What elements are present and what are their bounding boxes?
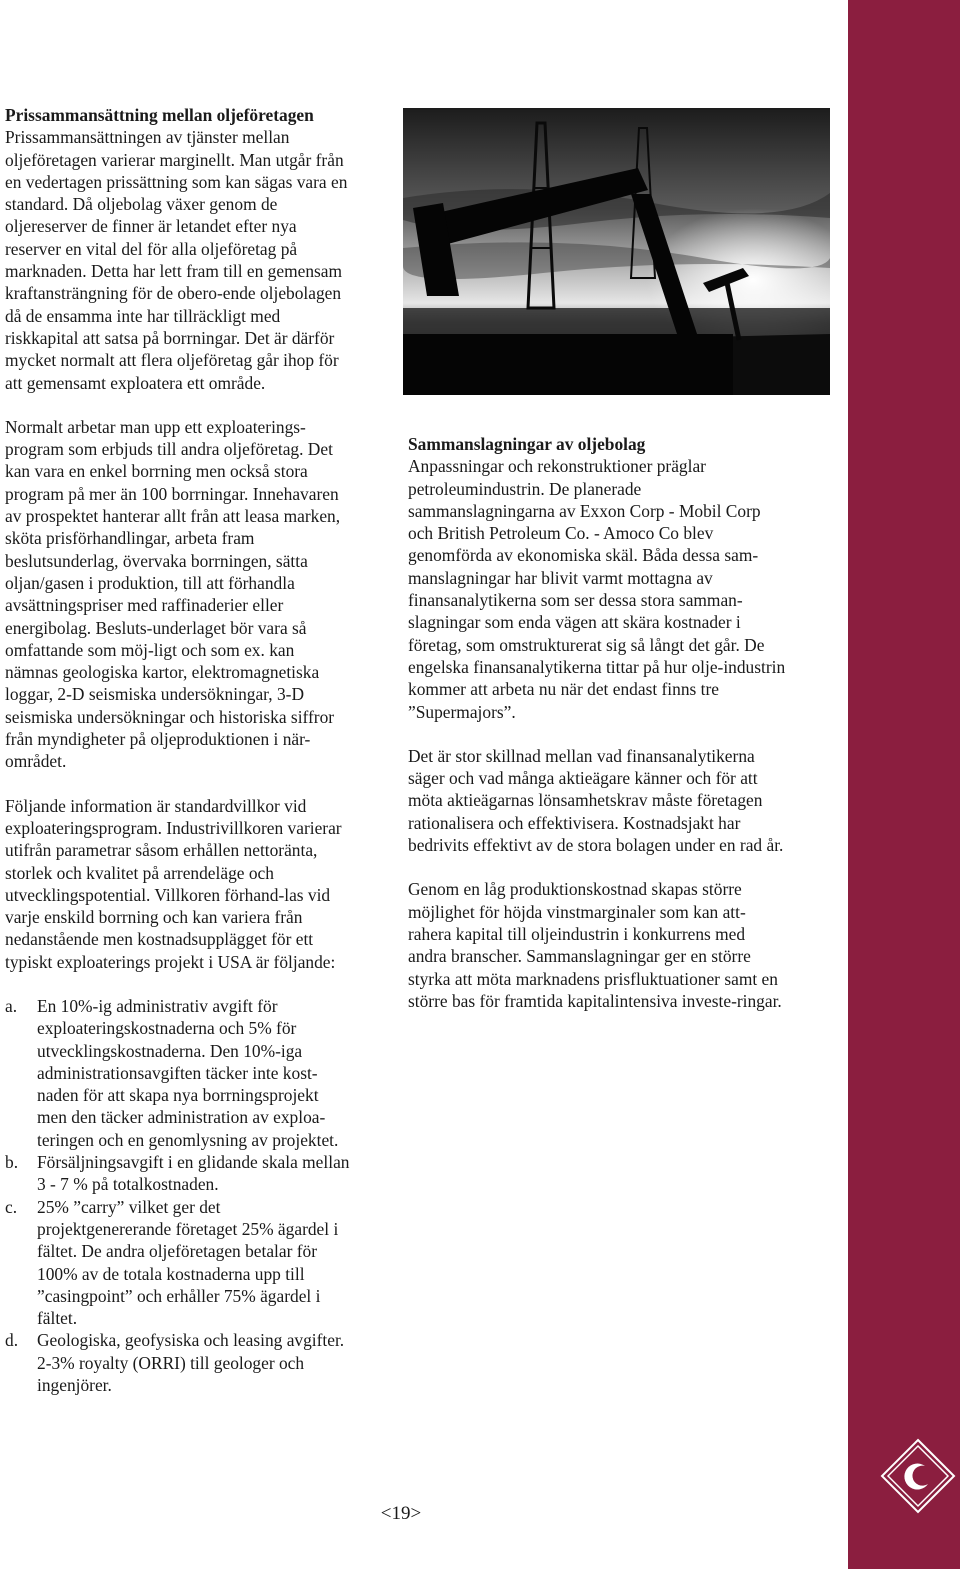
list-item	[5, 1329, 350, 1396]
list-item-text: En 10%-ig administrativ avgift för exploateringskostnaderna och 5% för utvecklingskostnaderna. Den 10%-iga administrationsavgiften täcker inte kost-naden för att skapa nya borrningsprojekt men den täcker administration av exploa-teringen och en genomlysning av projektet.	[37, 995, 339, 1150]
list-item-text: Geologiska, geofysiska och leasing avgifter. 2-3% royalty (ORRI) till geologer och ingenjörer.	[37, 1330, 345, 1396]
left-column	[5, 104, 350, 1396]
list-marker: c.	[5, 1196, 18, 1217]
list-item	[5, 995, 350, 1151]
body-paragraph: Anpassningar och rekonstruktioner präglar petroleumindustrin. De planerade sammanslagningarna av Exxon Corp - Mobil Corp och British Petroleum Co. - Amoco Co blev genomförda av ekonomiska skäl. Båda dessa sam-manslagningar har blivit varmt mottagna av finansanalytikerna som ser dessa stora samman-slagningar som enda vägen att skära kostnader i företag, som omstrukturerat sig så långt det går. De engelska finansanalytikerna tittar på hur olje-industrin kommer att arbeta nu när det endast finns tre ”Supermajors”.	[408, 456, 786, 722]
body-paragraph: Det är stor skillnad mellan vad finansanalytikerna säger och vad många aktieägare känner och för att möta aktieägarnas lönsamhetskrav måste företagen rationalisera och effektivisera. Kostnadsjakt har bedrivits effektivt av de stora bolagen under en rad år.	[408, 745, 784, 856]
page-number: <19>	[380, 1503, 422, 1524]
section-heading: Sammanslagningar av oljebolag	[408, 434, 646, 454]
oil-pump-sunset-photo	[403, 108, 830, 395]
list-marker: a.	[5, 995, 18, 1016]
terms-list	[5, 995, 350, 1396]
section-mergers	[408, 433, 788, 723]
list-item	[5, 1151, 350, 1196]
list-item-text: 25% ”carry” vilket ger det projektgenererande företaget 25% ägardel i fältet. De andra oljeföretagen betalar för 100% av de totala kostnaderna upp till ”casingpoint” och erhåller 75% ägardel i fältet.	[37, 1196, 339, 1329]
list-marker: d.	[5, 1330, 19, 1351]
diamond-crescent-logo	[878, 1436, 958, 1516]
page-sidebar-band	[848, 0, 960, 1569]
right-column	[408, 433, 788, 1034]
body-paragraph: Normalt arbetar man upp ett exploaterings-program som erbjuds till andra oljeföretag. Det kan vara en enkel borrning men också stora program på mer än 100 borrningar. Innehavaren av prospektet hanterar allt från att leasa marken, sköta prisförhandlingar, arbeta fram beslutsunderlag, övervaka borrningen, sätta oljan/gasen i produktion, till att förhandla avsättningspriser med raffinaderier eller energibolag. Besluts-underlaget bör vara så omfattande som möj-ligt och som ex. kan nämnas geologiska kartor, elektromagnetiska loggar, 2-D seismiska undersökningar, 3-D seismiska undersökningar och historiska siffror från myndigheter på oljeproduktionen i när-området.	[5, 416, 341, 772]
list-item	[5, 1196, 350, 1330]
list-marker: b.	[5, 1152, 19, 1173]
body-paragraph: Prissammansättningen av tjänster mellan oljeföretagen varierar marginellt. Man utgår från en vedertagen prissättning som kan sägas vara en standard. Då oljebolag växer genom de oljereserver de finner är letandet efter nya reserver en vital del för alla oljeföretag på marknaden. Detta har lett fram till en gemensam kraftansträngning för de obero-ende oljebolagen då de ensamma inte har tillräckligt med riskkapital att satsa på borrningar. Det är därför mycket normalt att flera oljeföretag går ihop för att gemensamt exploatera ett område.	[5, 127, 348, 393]
section-pricing	[5, 104, 350, 394]
body-paragraph: Genom en låg produktionskostnad skapas större möjlighet för höjda vinstmarginaler som kan att-rahera kapital till oljeindustrin i konkurrens med andra branscher. Sammanslagningar ger en större styrka att möta marknadens prisfluktuationer samt en större bas för framtida kapitalintensiva investe-ringar.	[408, 879, 782, 1011]
list-item-text: Försäljningsavgift i en glidande skala mellan 3 - 7 % på totalkostnaden.	[37, 1152, 350, 1195]
body-paragraph: Följande information är standardvillkor vid exploateringsprogram. Industrivillkoren varierar utifrån parametrar såsom erhållen nettoränta, storlek och kvalitet på arrendeläge och utvecklingspotential. Villkoren förhand-las vid varje enskild borrning och kan variera från nedanstående men kostnadsupplägget för ett typiskt exploaterings projekt i USA är följande:	[5, 795, 342, 972]
section-heading: Prissammansättning mellan oljeföretagen	[5, 105, 314, 125]
